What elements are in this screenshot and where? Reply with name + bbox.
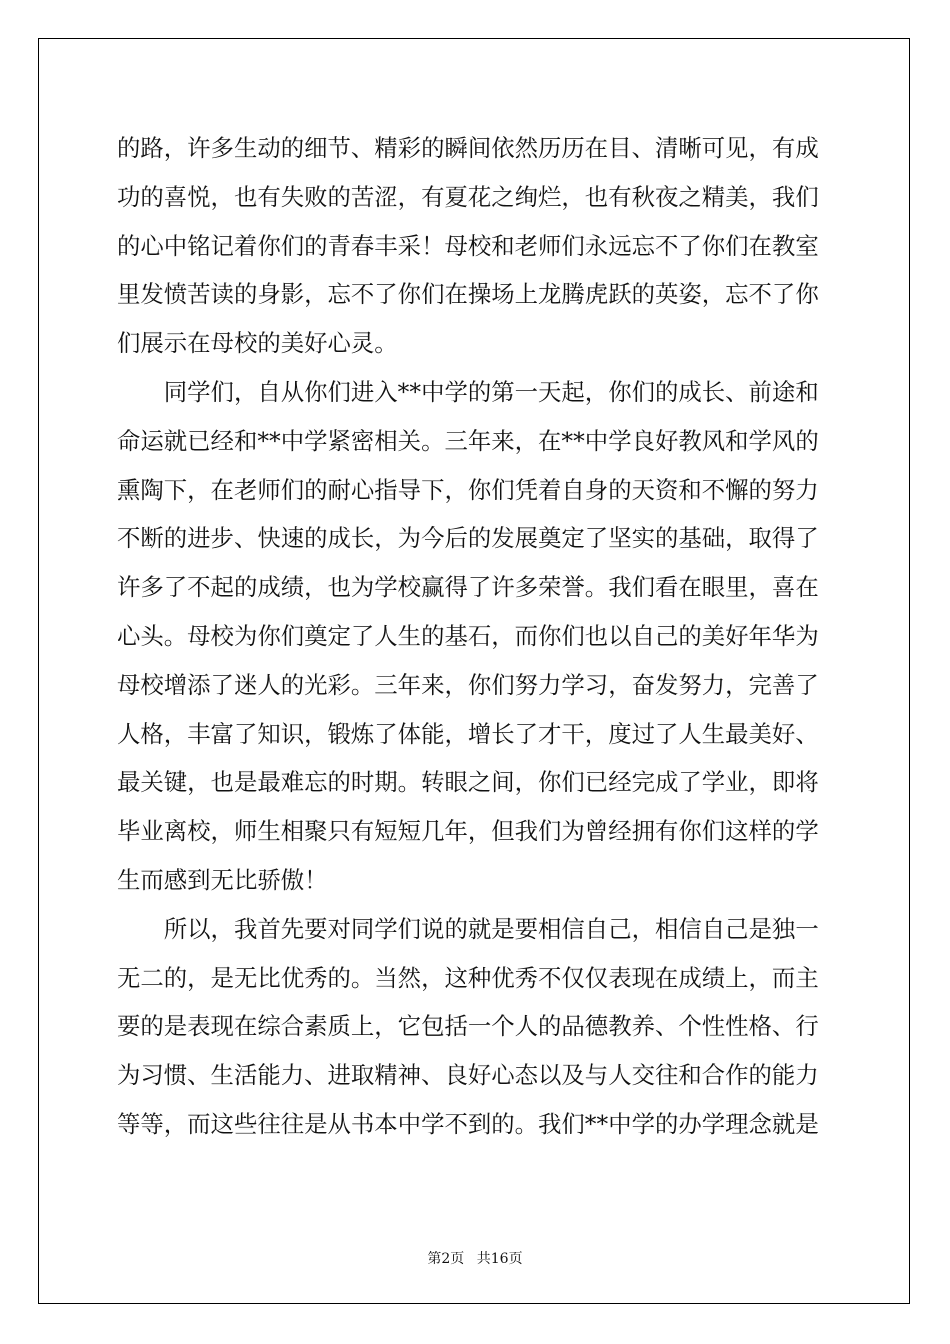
text-line: 人格，丰富了知识，锻炼了体能，增长了才干，度过了人生最美好、: [117, 719, 819, 748]
text-line: 毕业离校，师生相聚只有短短几年，但我们为曾经拥有你们这样的学: [117, 817, 819, 846]
text-line: 许多了不起的成绩，也为学校赢得了许多荣誉。我们看在眼里，喜在: [117, 573, 819, 602]
text-line: 熏陶下，在老师们的耐心指导下，你们凭着自身的天资和不懈的努力: [117, 475, 819, 504]
page-number: 第2页: [427, 1251, 465, 1267]
text-line: 生而感到无比骄傲！: [117, 865, 328, 894]
text-line: 心头。母校为你们奠定了人生的基石，而你们也以自己的美好年华为: [117, 621, 819, 650]
text-line: 们展示在母校的美好心灵。: [117, 329, 398, 358]
text-line: 为习惯、生活能力、进取精神、良好心态以及与人交往和合作的能力: [117, 1061, 819, 1090]
text-line: 要的是表现在综合素质上，它包括一个人的品德教养、个性性格、行: [117, 1012, 819, 1041]
text-line: 的路，许多生动的细节、精彩的瞬间依然历历在目、清晰可见，有成: [117, 134, 819, 162]
text-line: 不断的进步、快速的成长，为今后的发展奠定了坚实的基础，取得了: [117, 524, 819, 553]
text-line: 等等，而这些往往是从书本中学不到的。我们**中学的办学理念就是: [117, 1109, 819, 1138]
text-line: 无二的，是无比优秀的。当然，这种优秀不仅仅表现在成绩上，而主: [117, 963, 819, 992]
text-line: 最关键，也是最难忘的时期。转眼之间，你们已经完成了学业，即将: [117, 768, 819, 797]
text-line: 命运就已经和**中学紧密相关。三年来，在**中学良好教风和学风的: [117, 426, 819, 455]
page-total: 共16页: [476, 1251, 523, 1267]
text-line: 母校增添了迷人的光彩。三年来，你们努力学习，奋发努力，完善了: [117, 670, 819, 699]
text-line: 所以，我首先要对同学们说的就是要相信自己，相信自己是独一: [117, 914, 819, 943]
text-line: 同学们，自从你们进入**中学的第一天起，你们的成长、前途和: [117, 377, 819, 406]
text-line: 功的喜悦，也有失败的苦涩，有夏花之绚烂，也有秋夜之精美，我们: [117, 182, 819, 211]
text-line: 里发愤苦读的身影，忘不了你们在操场上龙腾虎跃的英姿，忘不了你: [117, 280, 819, 309]
text-line: 的心中铭记着你们的青春丰采！母校和老师们永远忘不了你们在教室: [117, 231, 819, 260]
document-body: [117, 124, 837, 1149]
page-footer: [0, 1248, 950, 1268]
